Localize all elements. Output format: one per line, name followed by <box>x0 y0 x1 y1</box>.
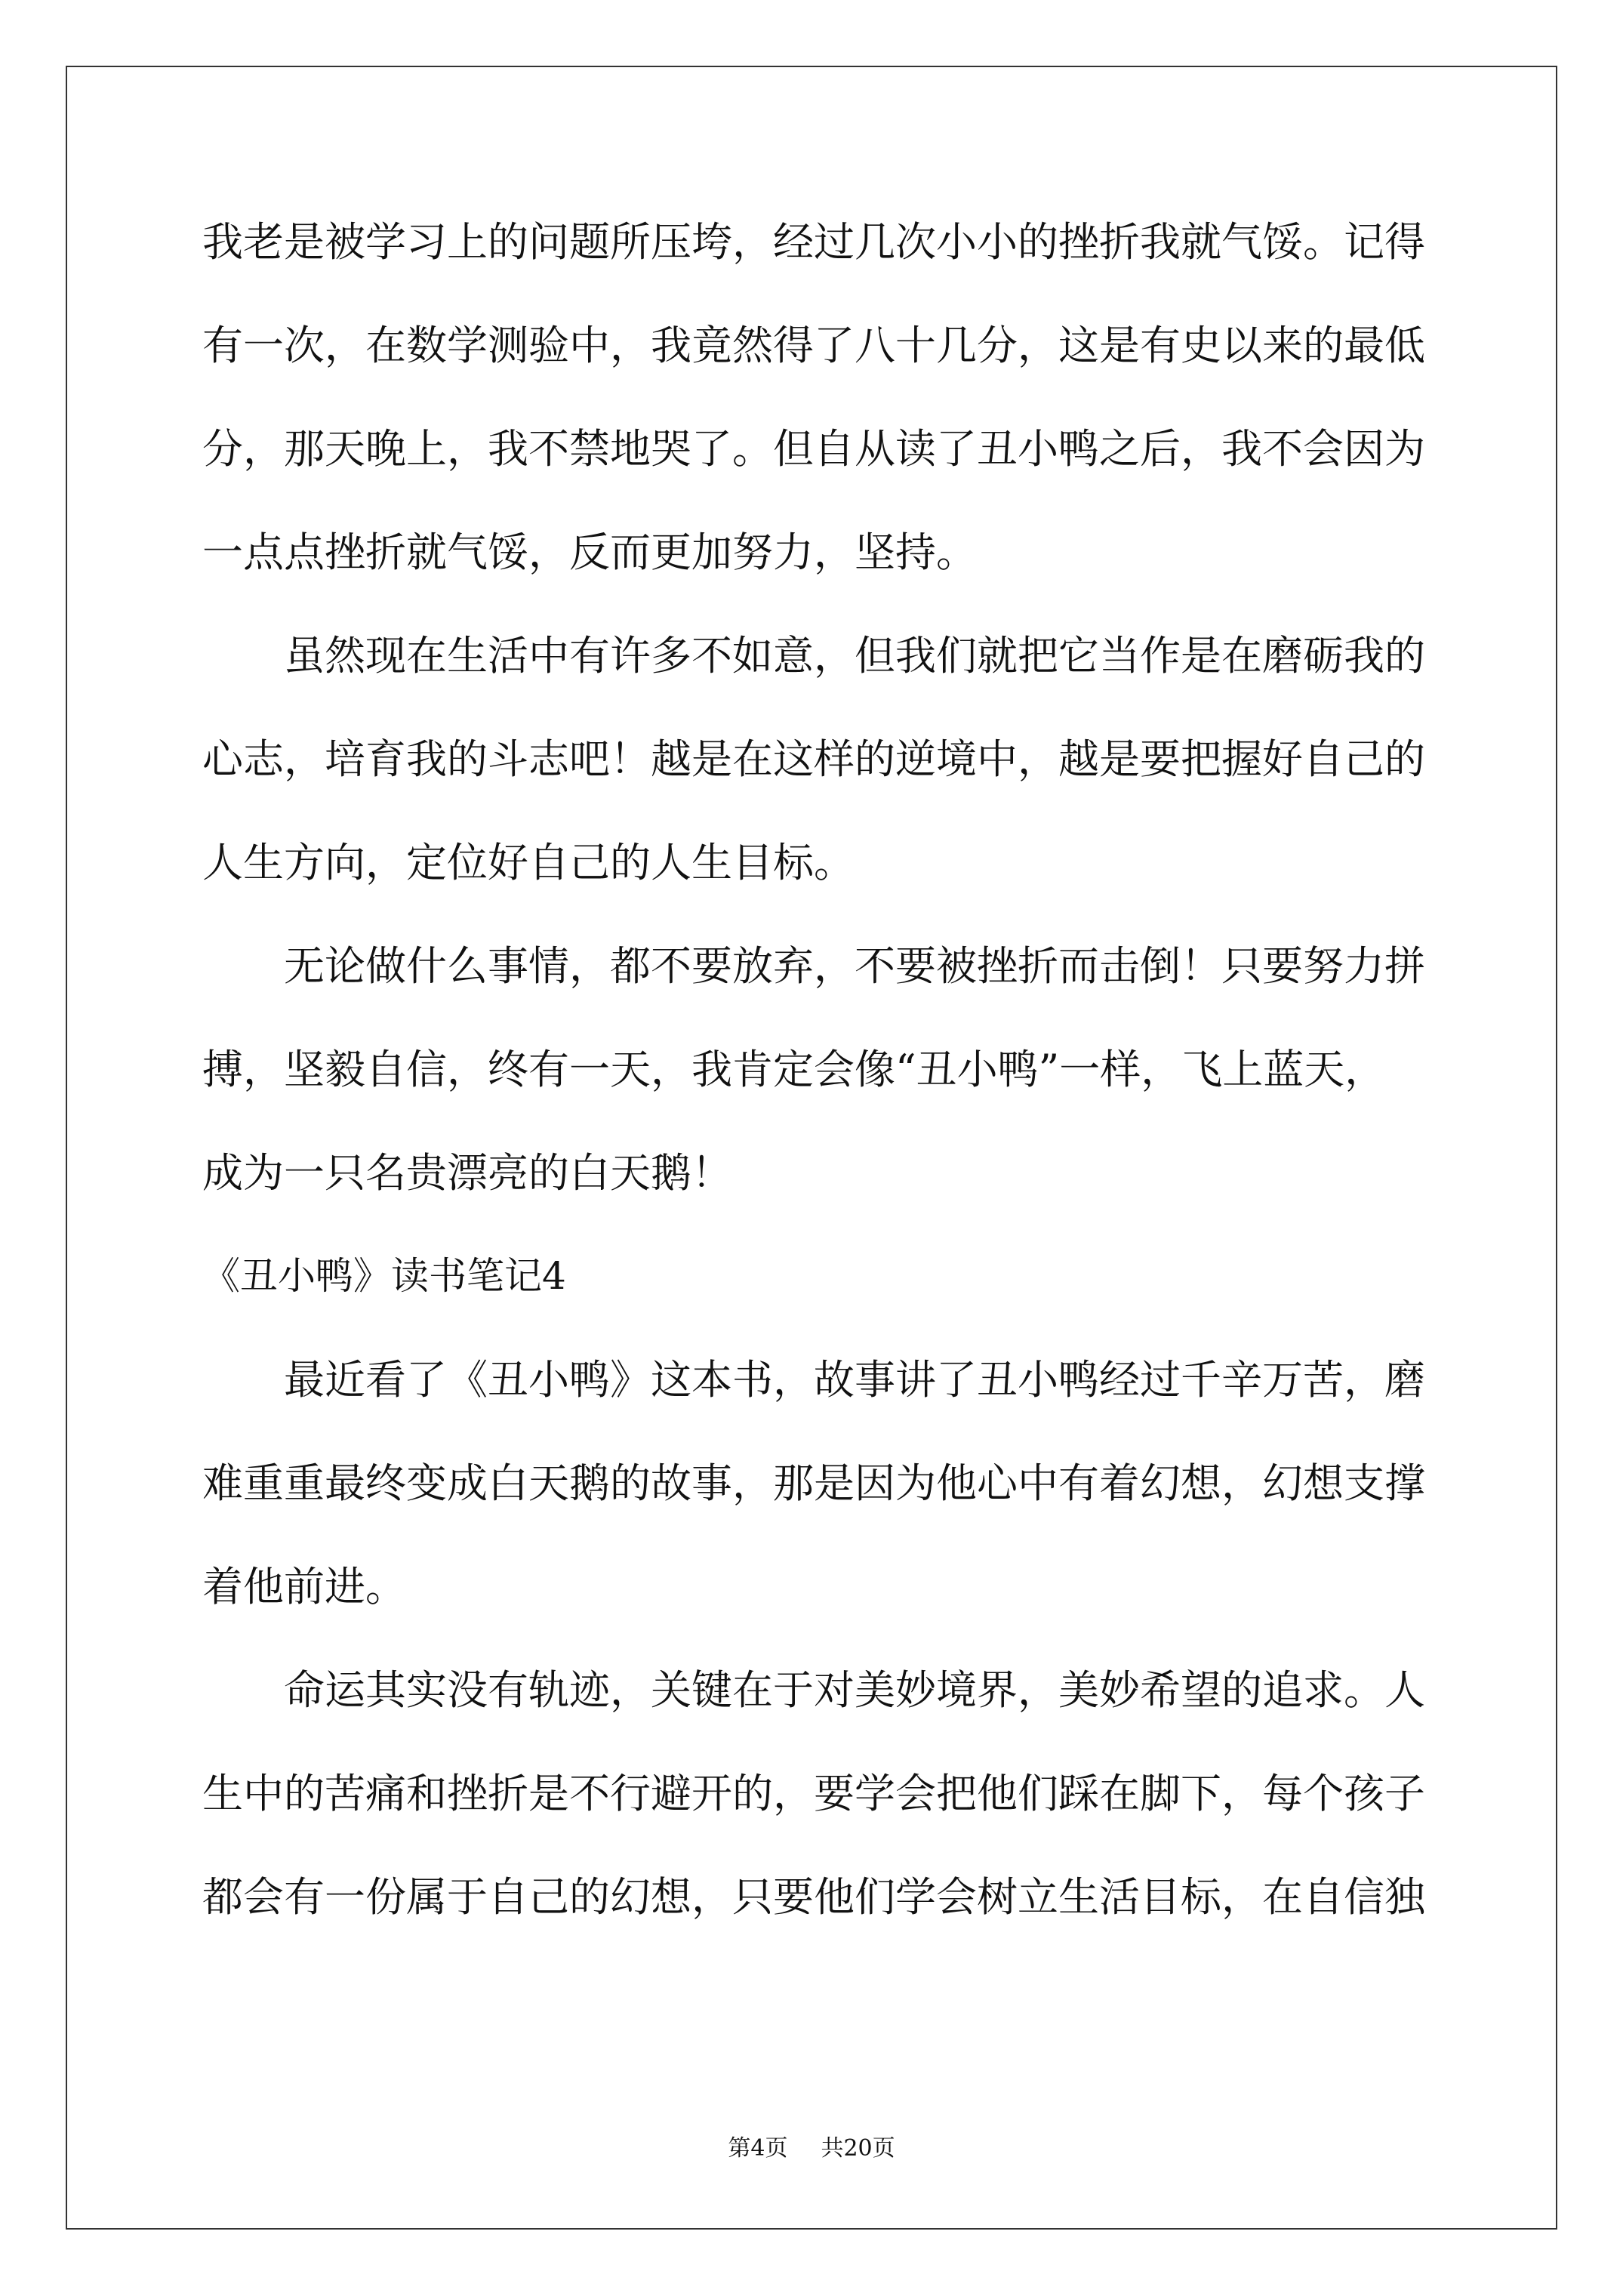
text-line: 最近看了《丑小鸭》这本书，故事讲了丑小鸭经过千辛万苦，磨 <box>284 1356 1425 1404</box>
text-line: 一点点挫折就气馁，反而更加努力，坚持。 <box>202 529 977 576</box>
text-line: 难重重最终变成白天鹅的故事，那是因为他心中有着幻想，幻想支撑 <box>202 1459 1425 1507</box>
text-line: 心志，培育我的斗志吧！越是在这样的逆境中，越是要把握好自己的 <box>202 735 1425 783</box>
text-line: 搏，坚毅自信，终有一天，我肯定会像“丑小鸭”一样，飞上蓝天， <box>202 1046 1386 1093</box>
page-number: 第4页 <box>728 2135 788 2162</box>
text-line: 着他前进。 <box>202 1563 406 1610</box>
text-line: 有一次，在数学测验中，我竟然得了八十几分，这是有史以来的最低 <box>202 322 1425 369</box>
text-line: 无论做什么事情，都不要放弃，不要被挫折而击倒！只要努力拼 <box>284 942 1425 990</box>
text-line: 我老是被学习上的问题所压垮，经过几次小小的挫折我就气馁。记得 <box>202 218 1425 266</box>
page-footer <box>0 2129 1623 2162</box>
section-heading: 《丑小鸭》读书笔记4 <box>202 1254 566 1298</box>
text-line: 人生方向，定位好自己的人生目标。 <box>202 839 855 886</box>
text-line: 命运其实没有轨迹，关键在于对美妙境界，美妙希望的追求。人 <box>284 1666 1425 1714</box>
text-line: 虽然现在生活中有许多不如意，但我们就把它当作是在磨砺我的 <box>284 632 1425 680</box>
text-line: 都会有一份属于自己的幻想，只要他们学会树立生活目标，在自信独 <box>202 1873 1425 1921</box>
text-line: 生中的苦痛和挫折是不行避开的，要学会把他们踩在脚下，每个孩子 <box>202 1770 1425 1817</box>
document-body <box>202 190 1433 1949</box>
text-line: 分，那天晚上，我不禁地哭了。但自从读了丑小鸭之后，我不会因为 <box>202 425 1425 473</box>
page-total: 共20页 <box>821 2135 895 2162</box>
text-line: 成为一只名贵漂亮的白天鹅！ <box>202 1149 732 1197</box>
